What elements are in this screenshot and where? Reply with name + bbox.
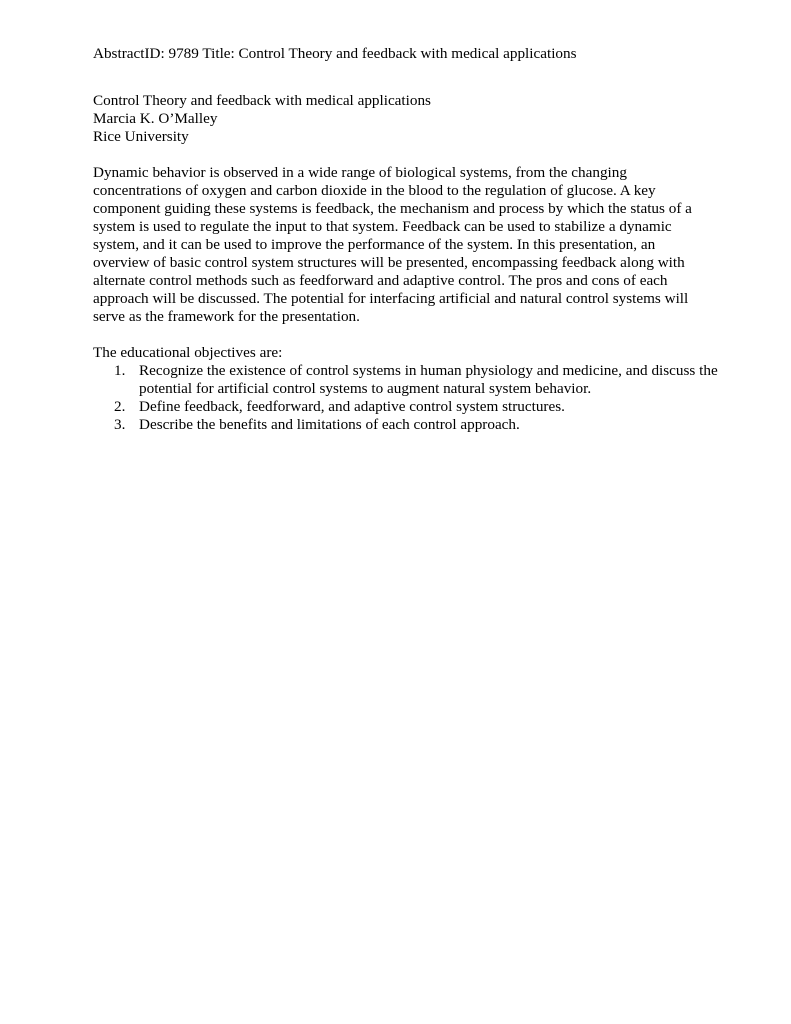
objective-number: 3. [114,416,126,433]
document-page [93,45,718,434]
objective-item [114,398,719,416]
objective-text: Describe the benefits and limitations of each control approach. [139,416,520,433]
objectives-section [93,344,718,434]
objectives-list [93,362,719,434]
abstract-title: Control Theory and feedback with medical applications [93,92,431,109]
abstract-paragraph: Dynamic behavior is observed in a wide range of biological systems, from the changing concentrations of oxygen and carbon dioxide in the blood to the regulation of glucose. A key component guiding these systems is feedback, the mechanism and process by which the status of a system is used to regulate the input to that system. Feedback can be used to stabilize a dynamic system, and it can be used to improve the performance of the system. In this presentation, an overview of basic control system structures will be presented, encompassing feedback along with alternate control methods such as feedforward and adaptive control. The pros and cons of each approach will be discussed. The potential for interfacing artificial and natural control systems will serve as the framework for the presentation. [93,164,692,325]
abstract-id-header: AbstractID: 9789 Title: Control Theory and feedback with medical applications [93,45,577,62]
objectives-intro: The educational objectives are: [93,344,283,361]
objective-text: Recognize the existence of control systems in human physiology and medicine, and discuss the potential for artificial control systems to augment natural system behavior. [139,362,718,397]
objective-item [114,416,719,434]
objective-item [114,362,719,398]
objective-text: Define feedback, feedforward, and adaptive control system structures. [139,398,565,415]
objective-number: 1. [114,362,126,379]
author-name: Marcia K. O’Malley [93,110,218,127]
objective-number: 2. [114,398,126,415]
author-affiliation: Rice University [93,128,189,145]
abstract-meta [93,92,713,146]
